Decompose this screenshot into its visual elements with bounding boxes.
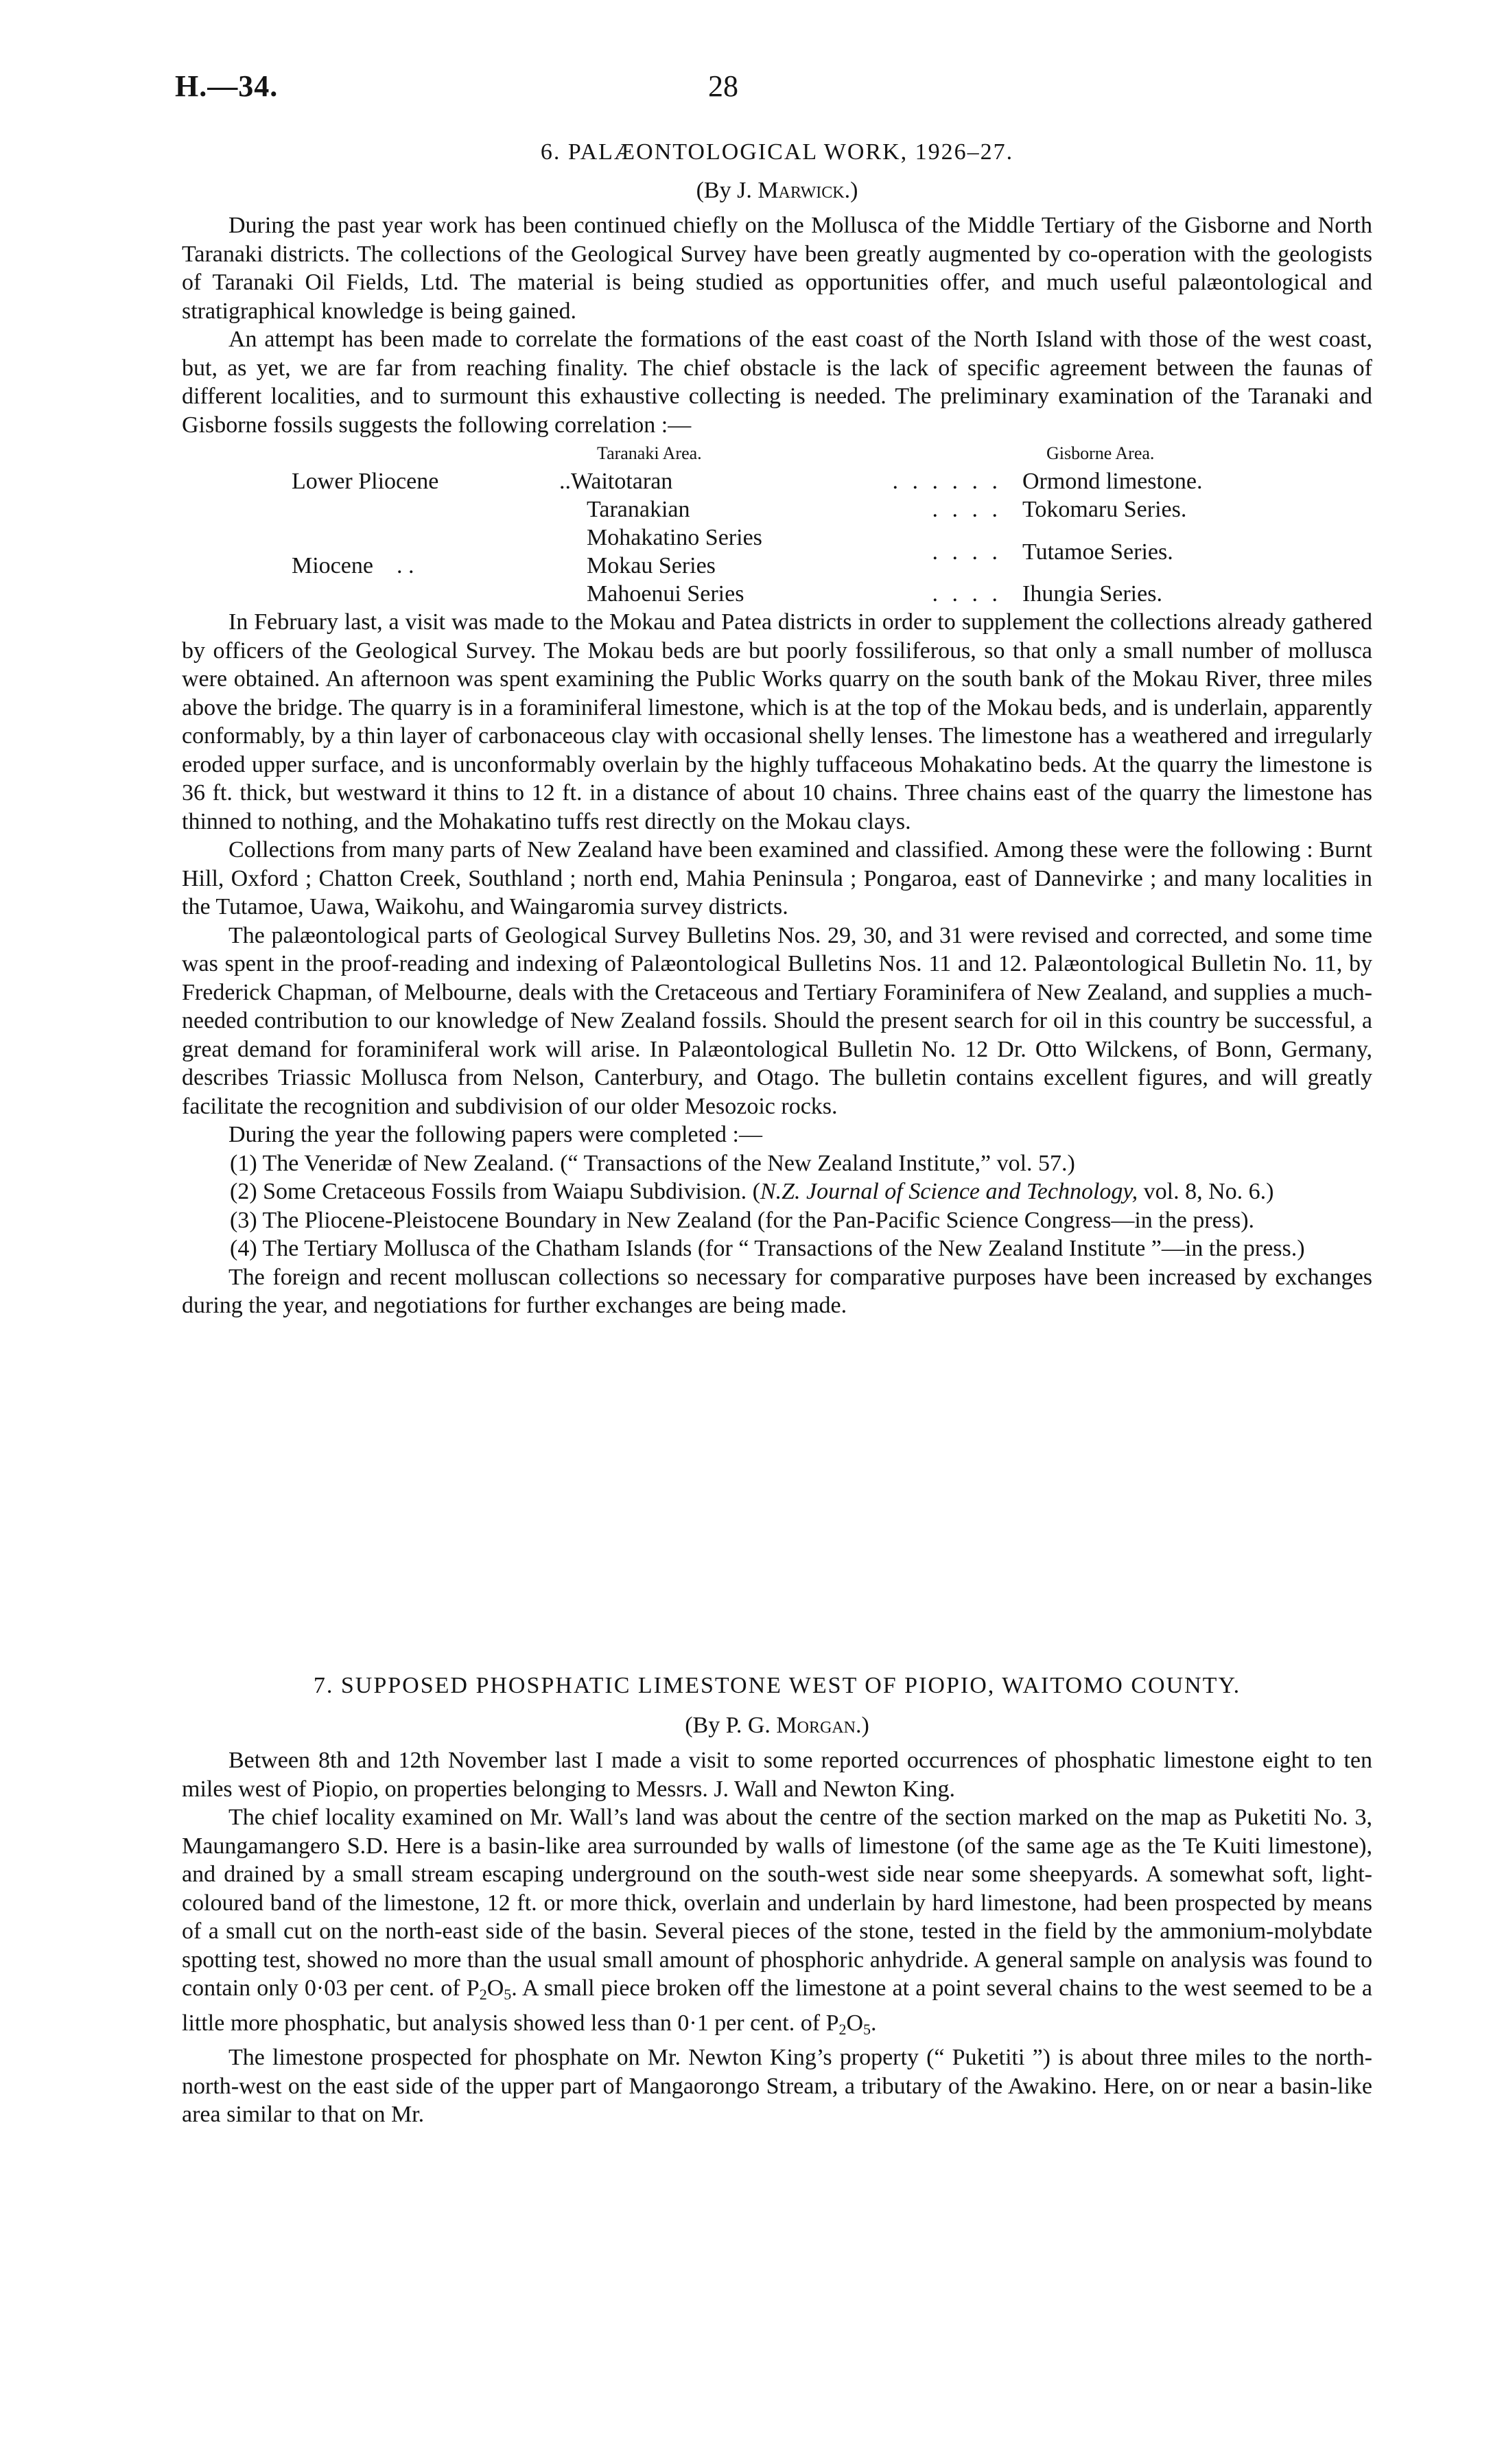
paragraph: In February last, a visit was made to the Mokau and Patea districts in order to supplement the collections already gathered by officers of the Geological Survey. The Mokau beds are but poorly fossiliferous, so that only a small number of mollusca were obtained. An afternoon was spent examining the Public Works quarry on the south bank of the Mokau River, three miles above the bridge. The quarry is in a foraminiferal limestone, which is at the top of the Mokau beds, and is underlain, apparently conformably, by a thin layer of carbonaceous clay with occasional shelly lenses. The limestone has a weathered and irregularly eroded upper surface, and is unconformably overlain by the highly tuffaceous Mohakatino beds. At the quarry the limestone is 36 ft. thick, but westward it thins to 12 ft. in a distance of about 10 chains. Three chains east of the quarry the limestone has thinned to nothing, and the Mohakatino tuffs rest directly on the Mokau clays. <box>182 609 1372 834</box>
taranaki-mokau: Mokau Series <box>587 553 716 578</box>
period-lower-pliocene: Lower Pliocene <box>292 469 439 494</box>
col-header-gisborne: Gisborne Area. <box>1046 443 1155 463</box>
gisborne-tokomaru: Tokomaru Series. <box>1022 497 1187 522</box>
list-item: (1) The Veneridæ of New Zealand. (“ Transactions of the New Zealand Institute,” vol. 57.) <box>230 1150 1075 1176</box>
table-row <box>292 580 1203 608</box>
table-row <box>292 524 1203 552</box>
gisborne-ormond: Ormond limestone. <box>1022 469 1203 494</box>
papers-list <box>182 1149 1372 1263</box>
paragraph: Collections from many parts of New Zealand have been examined and classified. Among these were the following : Burnt Hill, Oxford ; Chatton Creek, Southland ; north end, Mahia Peninsula ; Pongaroa, east of Dannevirke ; and many localities in the Tutamoe, Uawa, Waikohu, and Waingaromia survey districts. <box>182 837 1372 919</box>
paragraph: The limestone prospected for phosphate on Mr. Newton King’s property (“ Puketiti ”) is about three miles to the north-north-west on the east side of the upper part of Mangaorongo Stream, a tributary of the Awakino. Here, on or near a basin-like area similar to that on Mr. <box>182 2045 1372 2127</box>
section-7-title: 7. SUPPOSED PHOSPHATIC LIMESTONE WEST OF PIOPIO, WAITOMO COUNTY. <box>313 1673 1241 1698</box>
table-row <box>292 467 1203 495</box>
leader-dots: . . . . <box>932 539 1002 565</box>
list-item: (3) The Pliocene-Pleistocene Boundary in New Zealand (for the Pan-Pacific Science Congress—in the press). <box>230 1207 1255 1233</box>
gisborne-tutamoe: Tutamoe Series. <box>1022 539 1173 565</box>
leader-dots: . . . . <box>932 497 1002 522</box>
report-code: H.—34. <box>175 69 279 103</box>
leader-dots: .. <box>559 469 571 494</box>
table-row <box>292 495 1203 524</box>
leader-dots: . . . . . . <box>892 469 1002 494</box>
paragraph: The palæontological parts of Geological Survey Bulletins Nos. 29, 30, and 31 were revised and corrected, and some time was spent in the proof-reading and indexing of Palæontological Bulletins Nos. 11 and 12. Palæontological Bulletin No. 11, by Frederick Chapman, of Melbourne, deals with the Cretaceous and Tertiary Foraminifera of New Zealand, and supplies a much-needed contribution to our knowledge of New Zealand fossils. Should the present search for oil in this country be successful, a great demand for foraminiferal work will arise. In Palæontological Bulletin No. 12 Dr. Otto Wilckens, of Bonn, Germany, describes Triassic Mollusca from Nelson, Canterbury, and Otago. The bulletin contains excellent figures, and will greatly facilitate the recognition and subdivision of our older Mesozoic rocks. <box>182 922 1372 1119</box>
taranaki-taranakian: Taranakian <box>587 497 690 522</box>
section-6 <box>182 137 1372 1320</box>
paragraph: The chief locality examined on Mr. Wall’s land was about the centre of the section marked on the map as Puketiti No. 3, Maungamangero S.D. Here is a basin-like area surrounded by walls of limestone (of the same age as the Te Kuiti limestone), and drained by a small stream escaping underground on the south-west side near some sheepyards. A somewhat soft, light-coloured band of the limestone, 12 ft. or more thick, overlain and underlain by hard limestone, had been prospected by means of a small cut on the north-east side of the basin. Several pieces of the stone, tested in the field by the ammonium-molybdate spotting test, showed no more than the usual small amount of phosphoric anhydride. A general sample on analysis was found to contain only 0·03 per cent. of $P_2O_5$. A small piece broken off the limestone at a point several chains to the west seemed to be a little more phosphatic, but analysis showed less than 0·1 per cent. of $P_2O_5$. <box>182 1805 1372 2038</box>
paragraph: Between 8th and 12th November last I made a visit to some reported occurrences of phosphatic limestone eight to ten miles west of Piopio, on properties belonging to Messrs. J. Wall and Newton King. <box>182 1748 1372 1802</box>
section-7-author: (By P. G. Morgan.) <box>685 1713 869 1738</box>
period-miocene: Miocene <box>292 553 373 578</box>
leader-dots: . . . . <box>932 581 1002 607</box>
leader-dots: . . <box>396 553 414 578</box>
col-header-taranaki: Taranaki Area. <box>597 443 702 463</box>
section-7 <box>182 1671 1372 2129</box>
taranaki-mahoenui: Mahoenui Series <box>587 581 744 607</box>
section-6-title: 6. PALÆONTOLOGICAL WORK, 1926–27. <box>540 139 1014 165</box>
list-item: (2) Some Cretaceous Fossils from Waiapu Subdivision. (N.Z. Journal of Science and Technology, vol. 8, No. 6.) <box>230 1179 1274 1204</box>
list-item: (4) The Tertiary Mollusca of the Chatham Islands (for “ Transactions of the New Zealand Institute ”—in the press.) <box>230 1236 1305 1261</box>
paragraph: An attempt has been made to correlate the formations of the east coast of the North Island with those of the west coast, but, as yet, we are far from reaching finality. The chief obstacle is the lack of specific agreement between the faunas of different localities, and to surmount this exhaustive collecting is needed. The preliminary examination of the Taranaki and Gisborne fossils suggests the following correlation :— <box>182 327 1372 438</box>
paragraph: During the year the following papers were completed :— <box>228 1122 762 1147</box>
taranaki-waitotaran: Waitotaran <box>571 469 673 494</box>
paragraph: During the past year work has been continued chiefly on the Mollusca of the Middle Tertiary of the Gisborne and North Taranaki districts. The collections of the Geological Survey have been greatly augmented by co-operation with the geologists of Taranaki Oil Fields, Ltd. The material is being studied as opportunities offer, and much useful palæontological and stratigraphical knowledge is being gained. <box>182 213 1372 324</box>
taranaki-mohakatino: Mohakatino Series <box>587 525 762 550</box>
correlation-table <box>292 439 1203 608</box>
gisborne-ihungia: Ihungia Series. <box>1022 581 1162 607</box>
paragraph: The foreign and recent molluscan collections so necessary for comparative purposes have been increased by exchanges during the year, and negotiations for further exchanges are being made. <box>182 1264 1372 1318</box>
page-number: 28 <box>708 69 738 103</box>
section-6-author: (By J. Marwick.) <box>696 178 858 203</box>
